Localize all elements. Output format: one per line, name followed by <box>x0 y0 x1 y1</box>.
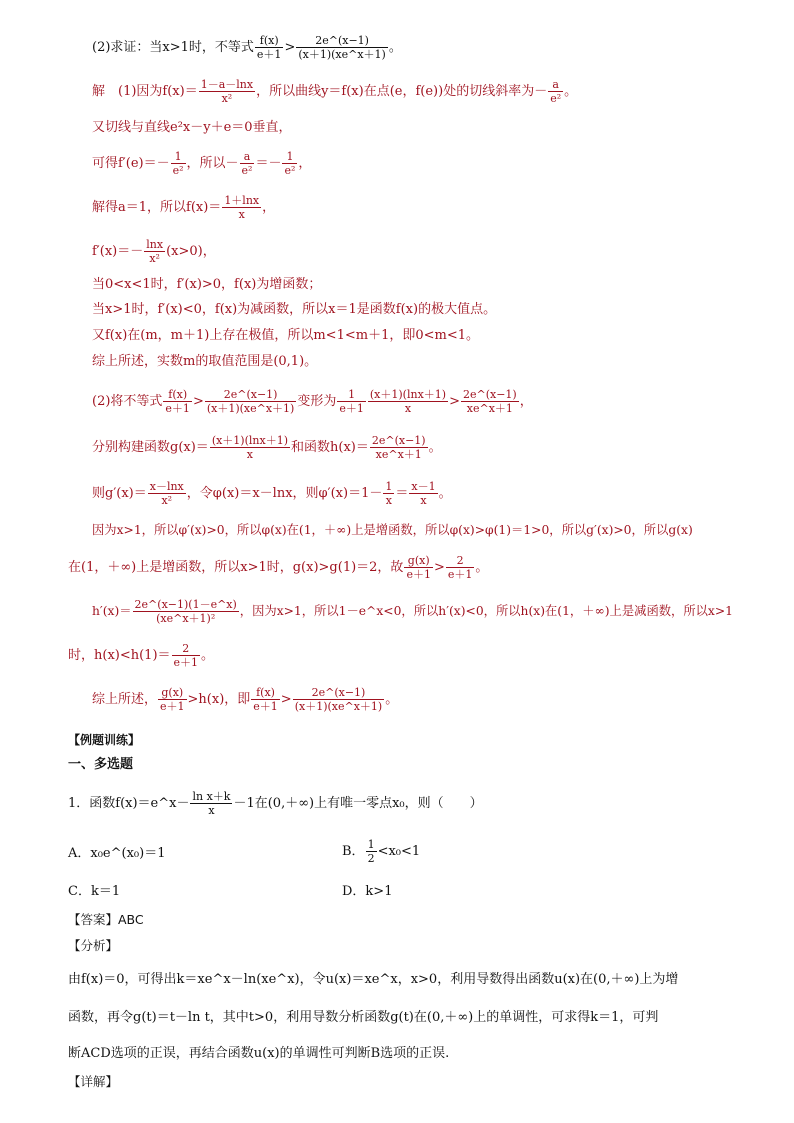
text: 解得a＝1，所以f(x)＝ <box>92 200 222 215</box>
fraction <box>240 150 255 177</box>
text: ，所以曲线y＝f(x)在点(e，f(e))处的切线斜率为－ <box>256 84 548 99</box>
denominator: x² <box>221 92 233 105</box>
numerator: x－1 <box>411 480 436 493</box>
text: ， <box>298 156 312 171</box>
solution-line-5 <box>92 238 216 265</box>
fraction <box>404 554 433 581</box>
fraction <box>366 838 377 865</box>
denominator: x <box>420 494 427 507</box>
part2-prefix: (2)求证：当x>1时，不等式 <box>92 40 254 55</box>
fraction <box>251 686 280 713</box>
denominator: x <box>208 804 215 817</box>
denominator: e² <box>550 92 562 105</box>
option-c[interactable]: C．k＝1 <box>68 884 121 899</box>
text: 。 <box>428 440 442 455</box>
text: ，令φ(x)＝x－lnx，则φ′(x)＝1－ <box>186 486 383 501</box>
option-b[interactable] <box>342 838 420 865</box>
fraction <box>163 388 192 415</box>
text: > <box>449 394 460 409</box>
text: 在(1，＋∞)上是增函数，所以x>1时，g(x)>g(1)＝2，故 <box>68 560 404 575</box>
denominator: e＋1 <box>160 700 185 713</box>
numerator: 1 <box>385 480 393 493</box>
denominator: (x＋1)(xe^x＋1) <box>294 700 383 713</box>
text: <x₀<1 <box>377 844 421 859</box>
text: (2)将不等式 <box>92 394 163 409</box>
fraction <box>409 480 437 507</box>
numerator: 2e^(x−1)(1－e^x) <box>134 598 237 611</box>
text: > <box>433 560 445 575</box>
denominator: e＋1 <box>173 656 199 669</box>
detail-label: 【详解】 <box>68 1074 119 1089</box>
denominator: (x＋1)(xe^x＋1) <box>298 48 386 61</box>
numerator: 2 <box>172 642 201 656</box>
text: 则g′(x)＝ <box>92 486 147 501</box>
numerator: 2e^(x−1) <box>371 434 426 447</box>
text: (x>0)， <box>166 244 216 259</box>
fraction <box>368 388 448 415</box>
denominator: (xe^x＋1)² <box>156 612 216 625</box>
numerator: g(x) <box>158 686 187 700</box>
solution-line-10 <box>92 388 533 415</box>
fraction <box>158 686 187 713</box>
numerator: ln x＋k <box>192 790 231 803</box>
solution-line-14 <box>68 554 488 581</box>
denominator: x <box>246 448 254 461</box>
numerator: 2 <box>446 554 475 568</box>
solution-line-11 <box>92 434 442 461</box>
text: ＝－ <box>255 156 282 171</box>
fraction <box>296 34 388 61</box>
numerator: 1 <box>171 150 186 164</box>
fraction <box>148 480 186 507</box>
text: 。 <box>564 84 578 99</box>
numerator: 2e^(x−1) <box>293 686 385 700</box>
text: > <box>192 394 204 409</box>
text: 1．函数f(x)＝e^x－ <box>68 796 190 811</box>
numerator: 2e^(x−1) <box>462 388 517 401</box>
fraction <box>144 238 165 265</box>
denominator: e² <box>284 164 296 177</box>
fraction <box>370 434 428 461</box>
numerator: 1 <box>282 150 297 164</box>
denominator: e＋1 <box>339 402 364 415</box>
denominator: e＋1 <box>406 568 431 581</box>
numerator: 1 <box>367 838 375 851</box>
solution-line-6: 当0<x<1时，f′(x)>0，f(x)为增函数； <box>92 277 322 292</box>
numerator: f(x) <box>251 686 280 700</box>
numerator: lnx <box>146 238 164 251</box>
numerator: 2e^(x−1) <box>296 34 388 48</box>
text: 综上所述， <box>92 692 158 707</box>
solution-line-9: 综上所述，实数m的取值范围是(0,1)。 <box>92 354 318 369</box>
denominator: e² <box>172 164 184 177</box>
fraction <box>171 150 186 177</box>
text: 时，h(x)<h(1)＝ <box>68 648 171 663</box>
text: >h(x)，即 <box>187 692 251 707</box>
analysis-line-2: 函数，再令g(t)＝t－ln t，其中t>0，利用导数分析函数g(t)在(0,＋∞)上的单调性，可求得k＝1，可判 <box>68 1010 659 1025</box>
analysis-line-1: 由f(x)＝0，可得出k＝xe^x－ln(xe^x)，令u(x)＝xe^x，x>0，利用导数得出函数u(x)在(0,＋∞)上为增 <box>68 972 679 987</box>
denominator: e＋1 <box>447 568 473 581</box>
denominator: xe^x＋1 <box>466 402 513 415</box>
denominator: x² <box>149 252 160 265</box>
answer: 【答案】ABC <box>68 912 144 927</box>
fraction <box>461 388 519 415</box>
numerator: 1＋lnx <box>224 194 260 207</box>
numerator: x－lnx <box>149 480 184 493</box>
section-title: 一、多选题 <box>68 757 134 772</box>
numerator: a <box>548 78 563 92</box>
text: 和函数h(x)＝ <box>291 440 369 455</box>
solution-line-7: 当x>1时，f′(x)<0，f(x)为减函数，所以x＝1是函数f(x)的极大值点。 <box>92 302 497 317</box>
part2-statement <box>92 34 402 61</box>
operator: > <box>284 40 296 55</box>
numerator: f(x) <box>163 388 192 402</box>
fraction <box>190 790 232 817</box>
numerator: g(x) <box>404 554 433 568</box>
option-a[interactable]: A．x₀e^(x₀)＝1 <box>68 846 166 861</box>
numerator: a <box>240 150 255 164</box>
training-heading: 【例题训练】 <box>68 733 141 747</box>
denominator: e＋1 <box>253 700 278 713</box>
fraction <box>383 480 394 507</box>
denominator: x <box>385 494 392 507</box>
denominator: e＋1 <box>165 402 190 415</box>
text: 。 <box>438 486 452 501</box>
fraction <box>293 686 385 713</box>
denominator: e＋1 <box>256 48 282 61</box>
analysis-label: 【分析】 <box>68 938 119 953</box>
text: 可得f′(e)＝－ <box>92 156 170 171</box>
question-1 <box>68 790 483 817</box>
denominator: x <box>238 208 245 221</box>
text: ，所以－ <box>186 156 239 171</box>
solution-line-16 <box>68 642 214 669</box>
fraction <box>133 598 239 625</box>
fraction <box>222 194 261 221</box>
solution-line-1 <box>92 78 577 105</box>
fraction <box>337 388 366 415</box>
fraction <box>205 388 297 415</box>
text: ＝ <box>395 486 409 501</box>
text: 分别构建函数g(x)＝ <box>92 440 209 455</box>
text: 。 <box>201 648 215 663</box>
text: > <box>280 692 292 707</box>
numerator: 1－a－lnx <box>200 78 254 91</box>
text: 解 (1)因为f(x)＝ <box>92 84 198 99</box>
fraction <box>446 554 475 581</box>
text: B． <box>342 844 365 859</box>
solution-line-8: 又f(x)在(m，m＋1)上存在极值，所以m<1<m＋1，即0<m<1。 <box>92 328 479 343</box>
text: 。 <box>385 692 399 707</box>
analysis-line-3: 断ACD选项的正误，再结合函数u(x)的单调性可判断B选项的正误. <box>68 1046 450 1061</box>
numerator: (x＋1)(lnx＋1) <box>211 434 288 447</box>
denominator: e² <box>241 164 253 177</box>
solution-line-13: 因为x>1，所以φ′(x)>0，所以φ(x)在(1，＋∞)上是增函数，所以φ(x)>φ(1)＝1>0，所以g′(x)>0，所以g(x) <box>92 523 693 537</box>
solution-line-17 <box>92 686 398 713</box>
solution-line-3 <box>92 150 311 177</box>
fraction <box>210 434 290 461</box>
text: f′(x)＝－ <box>92 244 144 259</box>
solution-line-4 <box>92 194 275 221</box>
text: h′(x)＝ <box>92 604 132 618</box>
text: 。 <box>475 560 489 575</box>
fraction <box>199 78 255 105</box>
solution-line-15 <box>92 598 733 625</box>
suffix: 。 <box>388 40 402 55</box>
numerator: 2e^(x−1) <box>205 388 297 402</box>
numerator: f(x) <box>255 34 284 48</box>
fraction <box>172 642 201 669</box>
fraction <box>255 34 284 61</box>
denominator: x <box>404 402 412 415</box>
numerator: 1 <box>337 388 366 402</box>
text: 变形为 <box>297 394 337 409</box>
solution-line-12 <box>92 480 452 507</box>
solution-line-2: 又切线与直线e²x－y＋e＝0垂直， <box>92 120 292 135</box>
text: ， <box>519 394 533 409</box>
denominator: (x＋1)(xe^x＋1) <box>206 402 295 415</box>
fraction <box>282 150 297 177</box>
denominator: xe^x＋1 <box>375 448 422 461</box>
numerator: (x＋1)(lnx＋1) <box>369 388 447 401</box>
text: －1在(0,＋∞)上有唯一零点x₀，则（ ） <box>233 796 483 811</box>
fraction <box>548 78 563 105</box>
denominator: x² <box>161 494 173 507</box>
option-d[interactable]: D．k>1 <box>342 884 393 899</box>
text: ， <box>262 200 276 215</box>
text: ，因为x>1，所以1－e^x<0，所以h′(x)<0，所以h(x)在(1，＋∞)上是减函数，所以x>1 <box>239 604 733 618</box>
denominator: 2 <box>367 852 375 865</box>
